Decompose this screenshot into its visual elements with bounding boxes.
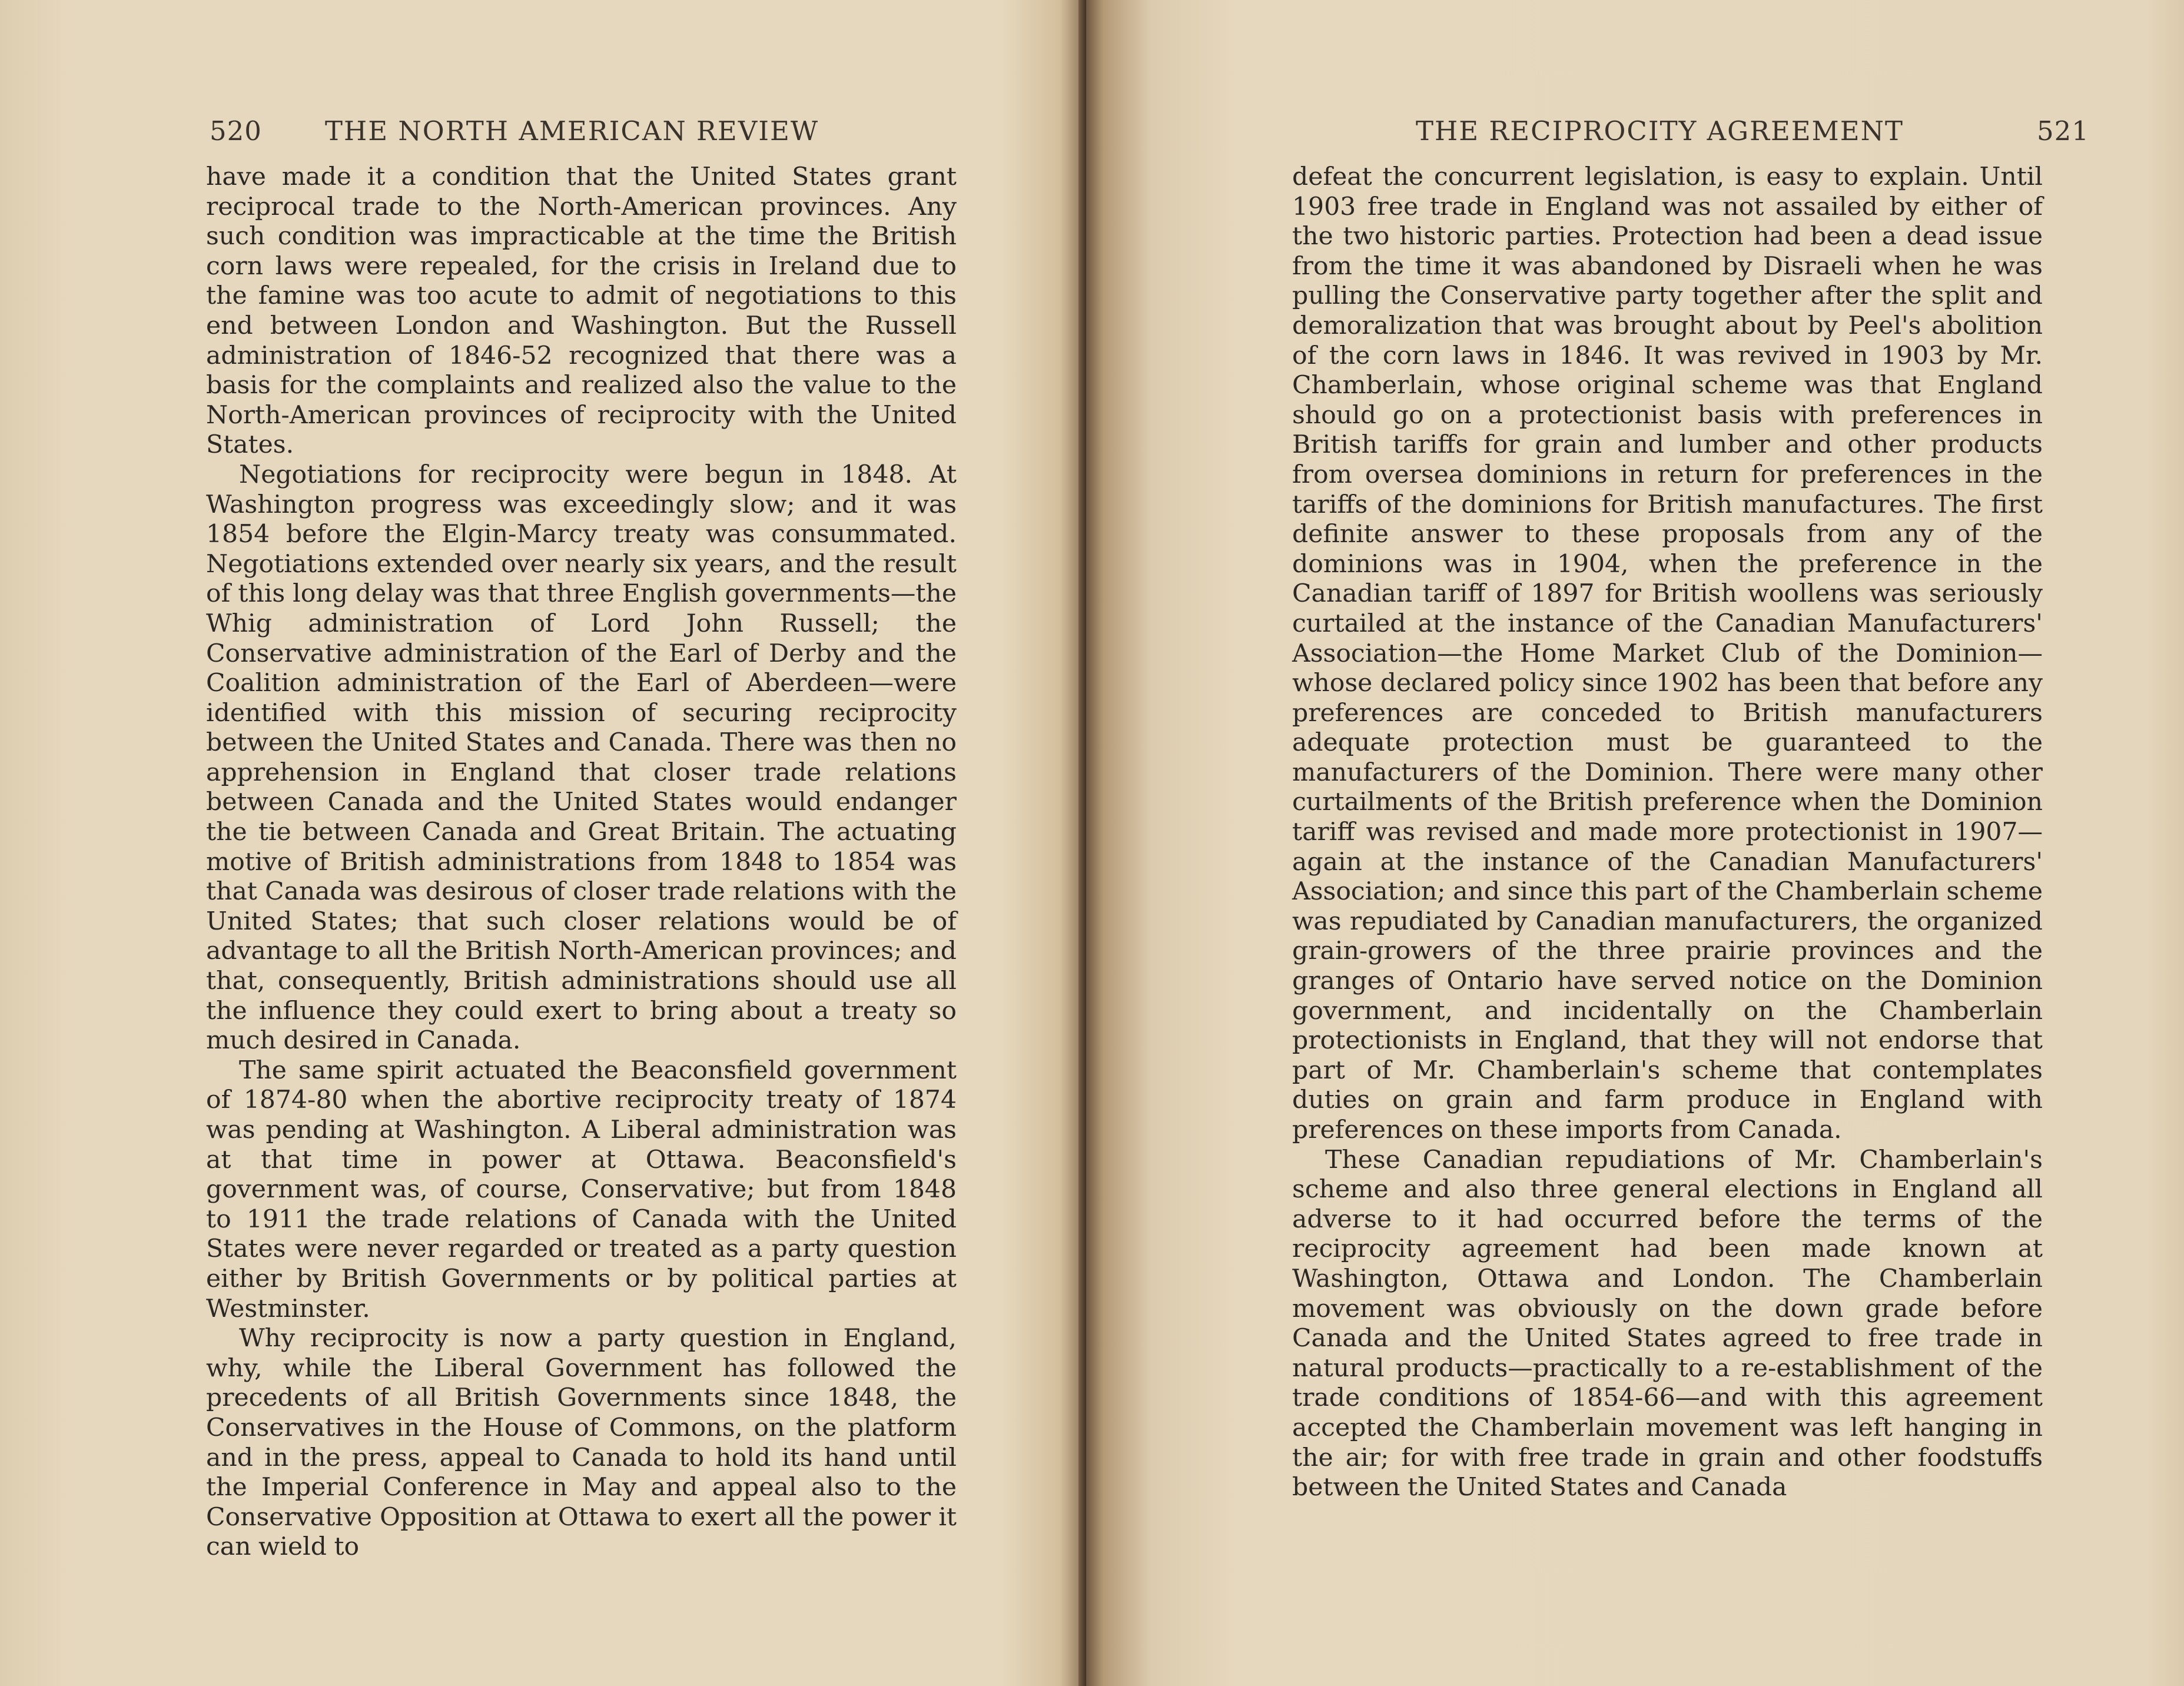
paragraph: have made it a condition that the United States grant reciprocal trade to the North-American provinces. Any such condition was impracticable at the time the British corn laws were repealed, for the crisis in Ireland due to the famine was too acute to admit of negotiations to this end between London and Washington. But the Russell administration of 1846-52 recognized that there was a basis for the complaints and realized also the value to the North-American provinces of reciprocity with the United States. <box>206 162 957 460</box>
left-page <box>0 0 1086 1686</box>
paragraph: The same spirit actuated the Beaconsfield government of 1874-80 when the abortive reciprocity treaty of 1874 was pending at Washington. A Liberal administration was at that time in power at Ottawa. Beaconsfield's government was, of course, Conservative; but from 1848 to 1911 the trade relations of Canada with the United States were never regarded or treated as a party question either by British Governments or by political parties at Westminster. <box>206 1056 957 1323</box>
paragraph: These Canadian repudiations of Mr. Chamberlain's scheme and also three general elections in England all adverse to it had occurred before the terms of the reciprocity agreement had been made known at Washington, Ottawa and London. The Chamberlain movement was obviously on the down grade before Canada and the United States agreed to free trade in natural products—practically to a re-establishment of the trade conditions of 1854-66—and with this agreement accepted the Chamberlain movement was left hanging in the air; for with free trade in grain and other foodstuffs between the United States and Canada <box>1292 1145 2043 1502</box>
right-running-head: THE RECIPROCITY AGREEMENT <box>1416 115 1904 147</box>
left-running-head: THE NORTH AMERICAN REVIEW <box>325 115 819 147</box>
paragraph: defeat the concurrent legislation, is easy to explain. Until 1903 free trade in England was not assailed by either of the two historic parties. Protection had been a dead issue from the time it was abandoned by Disraeli when he was pulling the Conservative party together after the split and demoralization that was brought about by Peel's abolition of the corn laws in 1846. It was revived in 1903 by Mr. Chamberlain, whose original scheme was that England should go on a protectionist basis with preferences in British tariffs for grain and lumber and other products from oversea dominions in return for preferences in the tariffs of the dominions for British manufactures. The first definite answer to these proposals from any of the dominions was in 1904, when the preference in the Canadian tariff of 1897 for British woollens was seriously curtailed at the instance of the Canadian Manufacturers' Association—the Home Market Club of the Dominion—whose declared policy since 1902 has been that before any preferences are conceded to British manufacturers adequate protection must be guaranteed to the manufacturers of the Dominion. There were many other curtailments of the British preference when the Dominion tariff was revised and made more protectionist in 1907—again at the instance of the Canadian Manufacturers' Association; and since this part of the Chamberlain scheme was repudiated by Canadian manufacturers, the organized grain-growers of the three prairie provinces and the granges of Ontario have served notice on the Dominion government, and incidentally on the Chamberlain protectionists in England, that they will not endorse that part of Mr. Chamberlain's scheme that contemplates duties on grain and farm produce in England with preferences on these imports from Canada. <box>1292 162 2043 1144</box>
right-running-header <box>1416 115 2089 157</box>
paragraph: Negotiations for reciprocity were begun in 1848. At Washington progress was exceedingly slow; and it was 1854 before the Elgin-Marcy treaty was consummated. Negotiations extended over nearly six years, and the result of this long delay was that three English governments—the Whig administration of Lord John Russell; the Conservative administration of the Earl of Derby and the Coalition administration of the Earl of Aberdeen—were identified with this mission of securing reciprocity between the United States and Canada. There was then no apprehension in England that closer trade relations between Canada and the United States would endanger the tie between Canada and Great Britain. The actuating motive of British administrations from 1848 to 1854 was that Canada was desirous of closer trade relations with the United States; that such closer relations would be of advantage to all the British North-American provinces; and that, consequently, British administrations should use all the influence they could exert to bring about a treaty so much desired in Canada. <box>206 460 957 1056</box>
right-body-text <box>1292 162 2043 1503</box>
left-page-number: 520 <box>210 115 262 147</box>
left-running-header <box>210 115 969 157</box>
left-body-text <box>206 162 957 1562</box>
right-page-number: 521 <box>2037 115 2089 147</box>
paragraph: Why reciprocity is now a party question in England, why, while the Liberal Government has followed the precedents of all British Governments since 1848, the Conservatives in the House of Commons, on the platform and in the press, appeal to Canada to hold its hand until the Imperial Conference in May and appeal also to the Conservative Opposition at Ottawa to exert all the power it can wield to <box>206 1324 957 1562</box>
